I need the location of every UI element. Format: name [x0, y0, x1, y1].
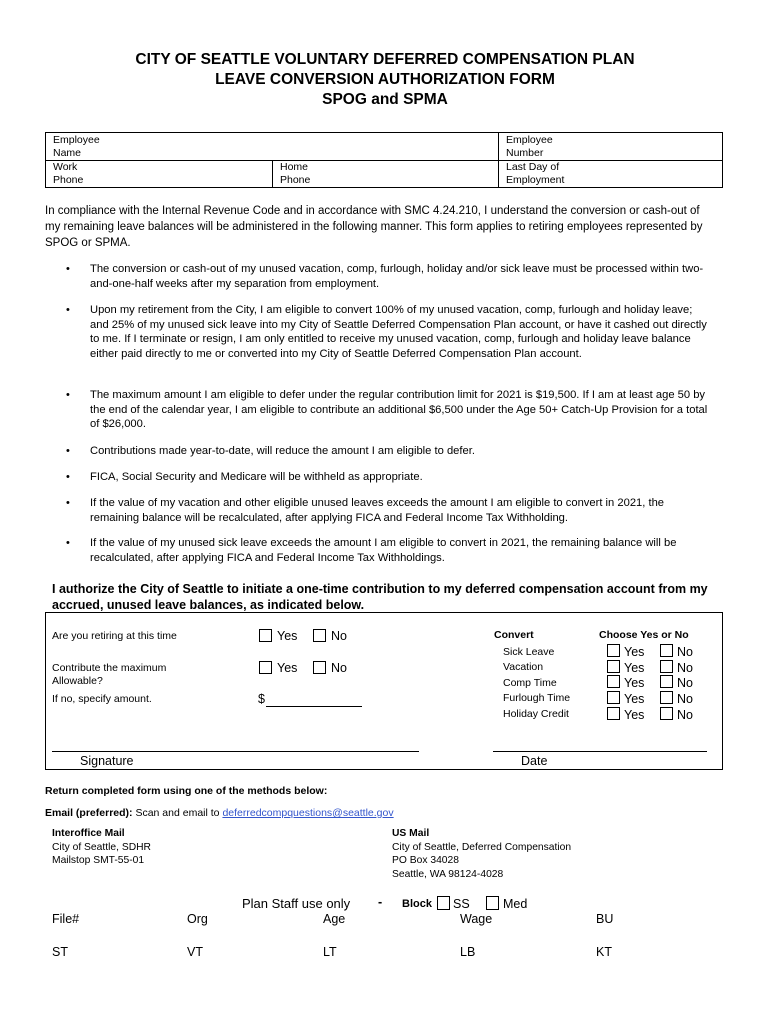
leave-type-comp: Comp Time	[503, 677, 557, 689]
us-mail-address: US Mail City of Seattle, Deferred Compensation PO Box 34028 Seattle, WA 98124-4028	[392, 828, 572, 880]
retiring-yes-label: Yes	[277, 629, 298, 643]
bullet-icon: •	[66, 445, 70, 457]
retiring-no-checkbox[interactable]	[313, 629, 326, 642]
contribute-no-label: No	[331, 661, 347, 675]
contribute-no-checkbox[interactable]	[313, 661, 326, 674]
staff-field-vt: VT	[187, 945, 203, 959]
block-label: Block	[402, 898, 432, 910]
signature-line[interactable]	[52, 751, 419, 752]
ss-label: SS	[453, 897, 470, 911]
return-instructions-title: Return completed form using one of the methods below:	[45, 785, 328, 797]
leave-type-vacation: Vacation	[503, 661, 544, 673]
plan-staff-section	[45, 894, 723, 974]
furlough-no-label: No	[677, 692, 693, 706]
staff-field-wage: Wage	[460, 912, 493, 926]
vacation-yes-label: Yes	[624, 661, 645, 675]
staff-field-age: Age	[323, 912, 346, 926]
authorization-statement: I authorize the City of Seattle to initiate a one-time contribution to my deferred compensation account from my accrued, unused leave balances, as indicated below.	[52, 582, 708, 612]
staff-dash: -	[378, 895, 383, 909]
bullet-icon: •	[66, 497, 70, 509]
bullet-icon: •	[66, 389, 70, 401]
bullet-icon: •	[66, 263, 70, 275]
date-label: Date	[521, 754, 548, 768]
specify-amount-label: If no, specify amount.	[52, 693, 152, 705]
convert-header: Convert	[494, 629, 534, 641]
staff-field-file: File#	[52, 912, 80, 926]
holiday-no-label: No	[677, 708, 693, 722]
email-link[interactable]: deferredcompquestions@seattle.gov	[222, 807, 394, 819]
retiring-yes-checkbox[interactable]	[259, 629, 272, 642]
interoffice-address: Interoffice Mail City of Seattle, SDHR Mailstop SMT-55-01	[52, 828, 151, 866]
comp-yes-checkbox[interactable]	[607, 675, 620, 688]
contribute-yes-checkbox[interactable]	[259, 661, 272, 674]
staff-field-bu: BU	[596, 912, 614, 926]
home-phone-field[interactable]: Home Phone	[280, 161, 311, 186]
title-line-2: LEAVE CONVERSION AUTHORIZATION FORM	[215, 71, 555, 88]
employee-info-table	[45, 132, 723, 188]
staff-field-lt: LT	[323, 945, 337, 959]
sick-no-checkbox[interactable]	[660, 644, 673, 657]
email-text: Scan and email to	[135, 807, 220, 819]
email-instructions	[45, 807, 394, 819]
authorization-box	[45, 612, 723, 770]
block-checkbox[interactable]	[437, 896, 450, 910]
furlough-no-checkbox[interactable]	[660, 691, 673, 704]
staff-title: Plan Staff use only	[242, 896, 351, 911]
retiring-question: Are you retiring at this time	[52, 630, 177, 642]
comp-no-checkbox[interactable]	[660, 675, 673, 688]
amount-input[interactable]	[266, 706, 362, 707]
interoffice-title: Interoffice Mail	[52, 828, 125, 839]
sick-yes-label: Yes	[624, 645, 645, 659]
table-divider	[46, 160, 722, 161]
bullet-icon: •	[66, 471, 70, 483]
ss-checkbox[interactable]	[486, 896, 499, 910]
email-label: Email (preferred):	[45, 807, 133, 819]
med-label: Med	[503, 897, 528, 911]
staff-field-kt: KT	[596, 945, 612, 959]
staff-field-org: Org	[187, 912, 208, 926]
title-line-1: CITY OF SEATTLE VOLUNTARY DEFERRED COMPENSATION PLAN	[135, 51, 635, 68]
contribute-max-question: Contribute the maximum Allowable?	[52, 662, 167, 687]
date-line[interactable]	[493, 751, 707, 752]
sick-yes-checkbox[interactable]	[607, 644, 620, 657]
bullet-icon: •	[66, 537, 70, 549]
holiday-yes-checkbox[interactable]	[607, 707, 620, 720]
signature-label: Signature	[80, 754, 134, 768]
choose-header: Choose Yes or No	[599, 629, 689, 641]
contribute-yes-label: Yes	[277, 661, 298, 675]
form-title	[0, 50, 770, 110]
sick-no-label: No	[677, 645, 693, 659]
work-phone-field[interactable]: Work Phone	[53, 161, 84, 186]
employee-name-field[interactable]: Employee Name	[53, 134, 100, 159]
retiring-no-label: No	[331, 629, 347, 643]
furlough-yes-checkbox[interactable]	[607, 691, 620, 704]
vacation-no-checkbox[interactable]	[660, 660, 673, 673]
holiday-yes-label: Yes	[624, 708, 645, 722]
comp-yes-label: Yes	[624, 676, 645, 690]
employee-number-field[interactable]: Employee Number	[506, 134, 553, 159]
leave-type-furlough: Furlough Time	[503, 692, 571, 704]
bullet-icon: •	[66, 304, 70, 316]
dollar-sign: $	[258, 692, 265, 706]
title-line-3: SPOG and SPMA	[322, 91, 448, 108]
staff-field-lb: LB	[460, 945, 476, 959]
vacation-yes-checkbox[interactable]	[607, 660, 620, 673]
last-day-field[interactable]: Last Day of Employment	[506, 161, 565, 186]
holiday-no-checkbox[interactable]	[660, 707, 673, 720]
furlough-yes-label: Yes	[624, 692, 645, 706]
leave-type-holiday: Holiday Credit	[503, 708, 569, 720]
comp-no-label: No	[677, 676, 693, 690]
intro-paragraph: In compliance with the Internal Revenue Code and in accordance with SMC 4.24.210, I understand the conversion or cash-out of my remaining leave balances will be administered in the following manner. This form applies to retiring employees represented by SPOG or SPMA.	[45, 205, 703, 249]
vacation-no-label: No	[677, 661, 693, 675]
staff-field-st: ST	[52, 945, 68, 959]
us-mail-title: US Mail	[392, 828, 430, 839]
leave-type-sick: Sick Leave	[503, 646, 555, 658]
